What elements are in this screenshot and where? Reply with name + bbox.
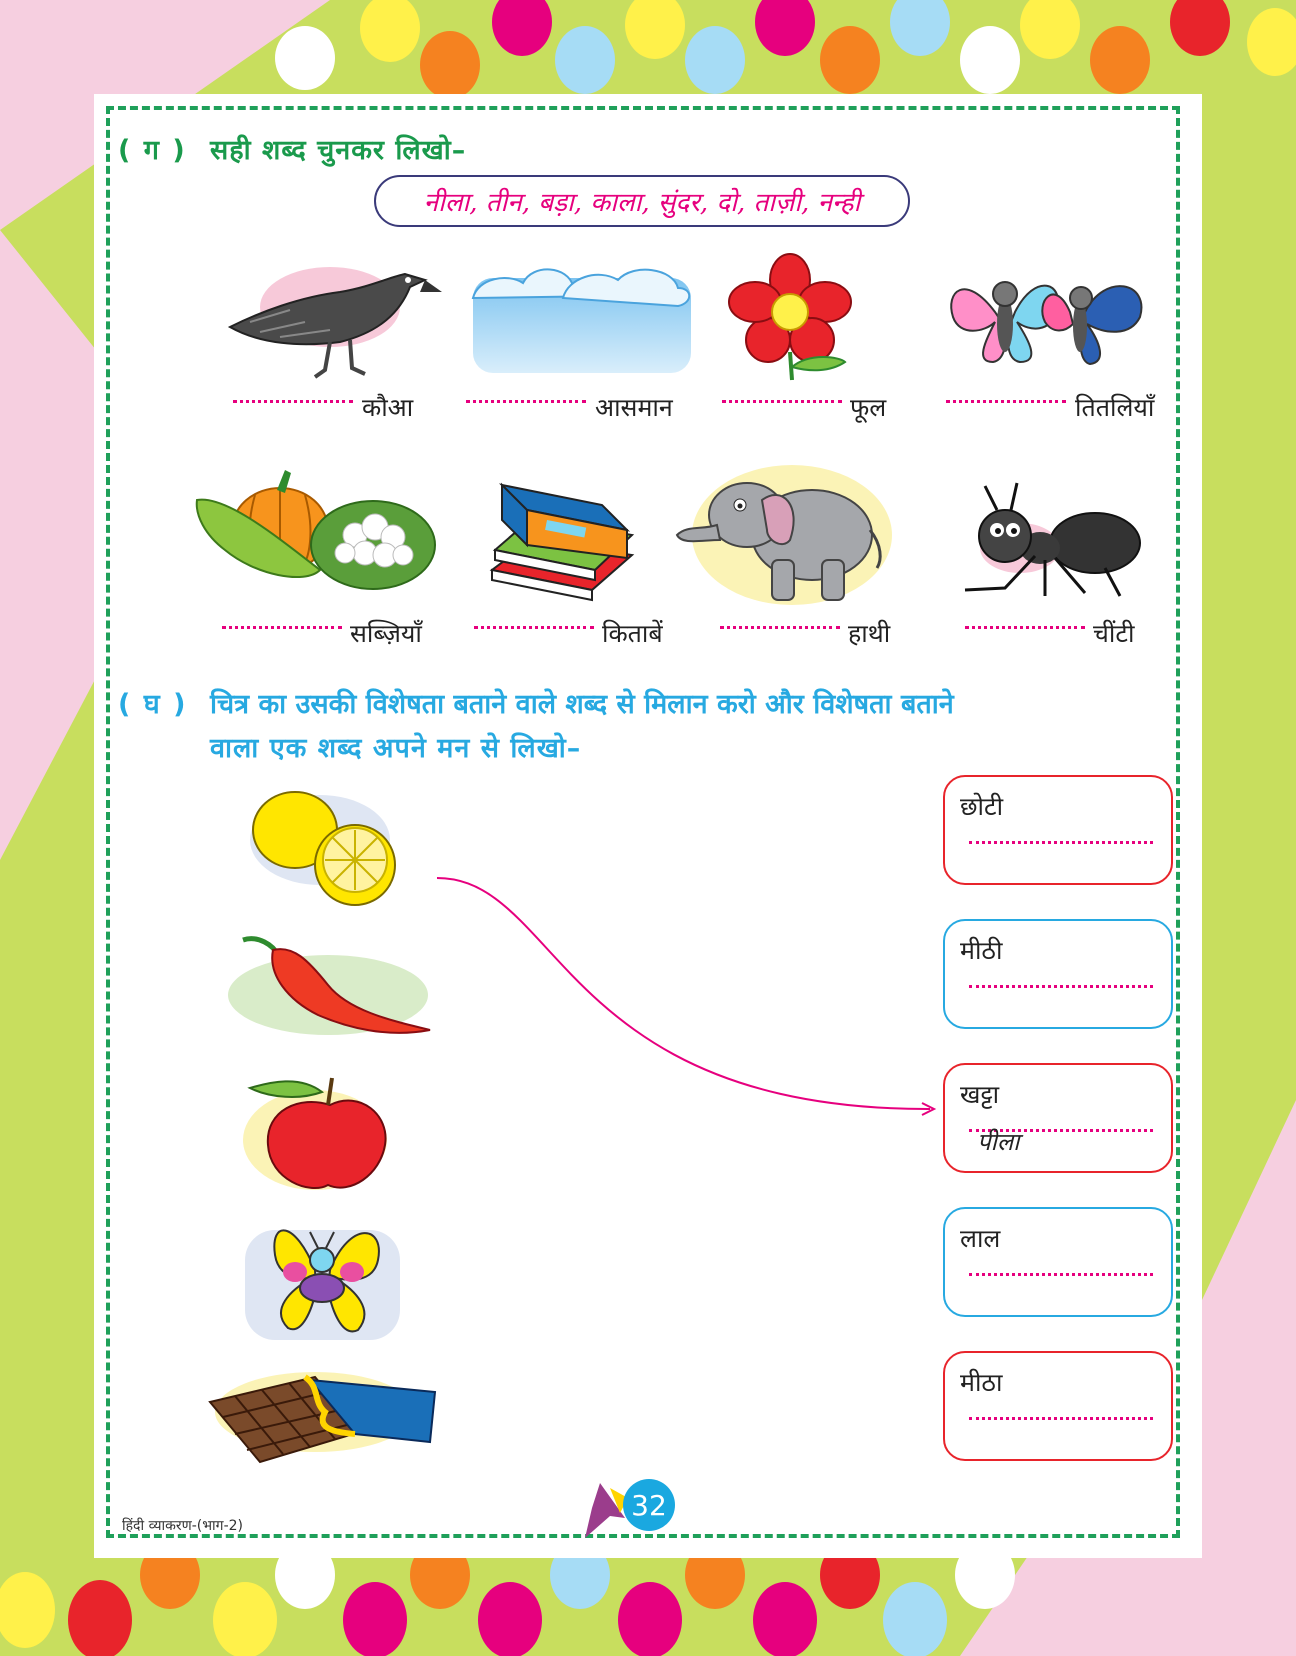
item-name: तितलियाँ — [1075, 393, 1155, 422]
item-name: हाथी — [848, 619, 891, 648]
item-name: कौआ — [362, 393, 414, 422]
box-word: मीठा — [960, 1368, 1003, 1397]
box-word: मीठी — [960, 936, 1003, 965]
box-answer: पीला — [977, 1128, 1020, 1156]
box-answer-line — [969, 841, 1153, 844]
section-d-instruction-line2: वाला एक शब्द अपने मन से लिखो– — [210, 733, 582, 764]
book-title: हिंदी व्याकरण-(भाग-2) — [122, 1518, 243, 1534]
item-name: सब्ज़ियाँ — [350, 619, 422, 648]
page-number: 32 — [623, 1479, 675, 1531]
item-name: फूल — [850, 393, 887, 422]
box-answer-line — [969, 1417, 1153, 1420]
section-d-label: ( घ ) — [118, 689, 188, 720]
box-answer-line — [969, 1273, 1153, 1276]
box-word: छोटी — [960, 792, 1004, 821]
item-name: आसमान — [595, 393, 673, 422]
word-box[interactable] — [943, 1351, 1173, 1461]
item-name: चींटी — [1093, 619, 1135, 648]
word-box[interactable] — [943, 775, 1173, 885]
word-box[interactable] — [943, 1063, 1173, 1173]
star-ribbon-icon — [580, 1478, 630, 1543]
item-name: किताबें — [602, 619, 663, 648]
word-box[interactable] — [943, 919, 1173, 1029]
box-word: लाल — [960, 1224, 1001, 1253]
word-box[interactable] — [943, 1207, 1173, 1317]
box-answer-line — [969, 985, 1153, 988]
section-g-instruction: सही शब्द चुनकर लिखो– — [210, 135, 467, 166]
word-bank-text: नीला, तीन, बड़ा, काला, सुंदर, दो, ताज़ी, नन्ही — [423, 188, 861, 218]
box-word: खट्टा — [960, 1080, 1000, 1109]
section-d-instruction-line1: चित्र का उसकी विशेषता बताने वाले शब्द से मिलान करो और विशेषता बताने — [210, 689, 954, 720]
section-g-label: ( ग ) — [118, 135, 187, 166]
